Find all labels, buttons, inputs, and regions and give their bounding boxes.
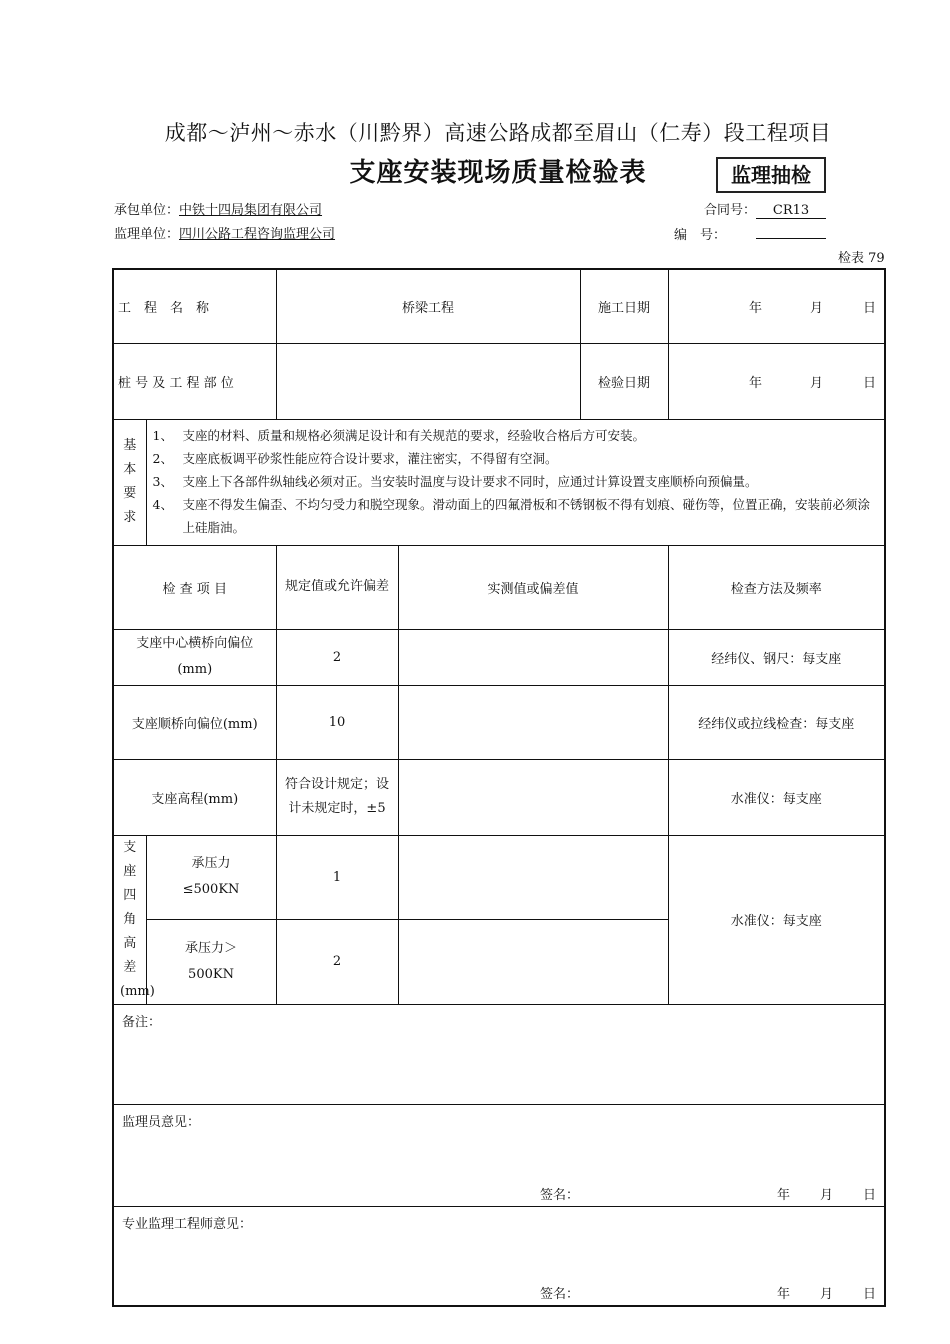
engineer-opinion-cell[interactable] (113, 1206, 885, 1306)
month-label: 月 (820, 1287, 834, 1302)
check-header-row (113, 545, 885, 629)
requirement-text: 支座底板调平砂浆性能应符合设计要求，灌注密实，不得留有空洞。 (182, 450, 558, 466)
corner-method: 水准仪：每支座 (668, 835, 885, 1004)
check-measured[interactable] (398, 629, 668, 685)
requirement-num: 3、 (152, 473, 173, 489)
corner-sub1-spec: 1 (276, 835, 398, 920)
year-label: 年 (776, 1187, 790, 1203)
construction-date-label: 施工日期 (580, 269, 668, 343)
check-item: 支座高程(mm) (113, 759, 276, 835)
year-label: 年 (776, 1287, 790, 1302)
corner-sub2-measured[interactable] (398, 920, 668, 1005)
requirement-item (153, 493, 879, 539)
year-label: 年 (748, 375, 762, 391)
check-item: 支座中心横桥向偏位(mm) (113, 629, 276, 685)
engineer-opinion-label: 专业监理工程师意见： (122, 1216, 253, 1232)
notes-cell[interactable] (113, 1004, 885, 1104)
inspection-stamp: 监理抽检 (716, 157, 826, 193)
check-method: 水准仪：每支座 (668, 759, 885, 835)
check-method: 经纬仪、钢尺：每支座 (668, 629, 885, 685)
contract-no-row (704, 199, 826, 219)
project-name-label: 工 程 名 称 (113, 269, 276, 343)
serial-no-label: 编 号： (674, 228, 727, 243)
check-row (113, 629, 885, 685)
contractor-label: 承包单位： (114, 203, 180, 218)
measured-header: 实测值或偏差值 (398, 545, 668, 629)
month-label: 月 (810, 300, 824, 316)
serial-no-row (674, 223, 826, 243)
inspection-date-label: 检验日期 (580, 343, 668, 419)
requirement-item (153, 470, 879, 493)
check-item-header: 检 查 项 目 (113, 545, 276, 629)
station-row (113, 343, 885, 419)
day-label: 日 (863, 1187, 877, 1203)
serial-no-value (756, 223, 826, 239)
day-label: 日 (863, 1287, 877, 1302)
requirement-item (153, 424, 879, 447)
signature-line (122, 1184, 877, 1203)
check-row (113, 759, 885, 835)
requirement-num: 1、 (152, 427, 173, 443)
corner-sub2-spec: 2 (276, 920, 398, 1005)
check-measured[interactable] (398, 759, 668, 835)
requirements-label (113, 419, 146, 545)
supervisor-value: 四川公路工程咨询监理公司 (179, 227, 336, 242)
project-name-value: 桥梁工程 (276, 269, 580, 343)
spec-header: 规定值或允许偏差 (276, 545, 398, 629)
signature-line (122, 1283, 877, 1302)
requirement-text: 支座的材料、质量和规格必须满足设计和有关规范的要求，经验收合格后方可安装。 (182, 427, 646, 443)
check-spec: 2 (276, 629, 398, 685)
requirements-list (146, 419, 885, 545)
month-label: 月 (820, 1187, 834, 1203)
day-label: 日 (863, 375, 877, 391)
project-title: 成都～泸州～赤水（川黔界）高速公路成都至眉山（仁寿）段工程项目 (164, 121, 832, 145)
requirements-row (113, 419, 885, 545)
engineer-opinion-row (113, 1206, 885, 1306)
construction-date-value (668, 269, 885, 343)
supervisor-label: 监理单位： (114, 227, 180, 242)
inspection-date-value (668, 343, 885, 419)
corner-sub2-item: 承压力＞500KN (146, 920, 276, 1005)
station-label: 桩 号 及 工 程 部 位 (113, 343, 276, 419)
contract-no-value: CR13 (756, 203, 826, 219)
check-row (113, 685, 885, 759)
corner-sub1-item: 承压力≤500KN (146, 835, 276, 920)
check-measured[interactable] (398, 685, 668, 759)
requirements-label-char: 要 (123, 486, 137, 501)
requirements-label-char: 基 (123, 438, 137, 453)
requirement-num: 2、 (152, 450, 173, 466)
supervisor-opinion-row (113, 1104, 885, 1206)
form-title: 支座安装现场质量检验表 (349, 158, 647, 188)
month-label: 月 (810, 375, 824, 391)
notes-row (113, 1004, 885, 1104)
sign-date (777, 1184, 876, 1203)
requirements-label-char: 求 (123, 510, 137, 525)
requirement-num: 4、 (152, 496, 173, 512)
corner-label: 支座四角高差(mm) (113, 835, 146, 1004)
sign-date (777, 1283, 876, 1302)
notes-label: 备注： (122, 1014, 162, 1030)
requirement-item (153, 447, 879, 470)
sign-label: 签名： (540, 1187, 580, 1203)
check-item: 支座顺桥向偏位(mm) (113, 685, 276, 759)
corner-row-1 (113, 835, 885, 920)
sign-label: 签名： (540, 1287, 580, 1302)
station-value (276, 343, 580, 419)
method-header: 检查方法及频率 (668, 545, 885, 629)
check-method: 经纬仪或拉线检查：每支座 (668, 685, 885, 759)
day-label: 日 (863, 300, 877, 316)
year-label: 年 (748, 300, 762, 316)
check-spec: 符合设计规定；设计未规定时，±5 (276, 759, 398, 835)
project-name-row (113, 269, 885, 343)
supervisor-opinion-label: 监理员意见： (122, 1114, 201, 1130)
requirements-label-char: 本 (123, 462, 137, 477)
check-spec: 10 (276, 685, 398, 759)
requirement-text: 支座不得发生偏歪、不均匀受力和脱空现象。滑动面上的四氟滑板和不锈钢板不得有划痕、碰伤等，位置正确，安装前必须涂上硅脂油。 (182, 496, 871, 535)
supervisor-row (114, 223, 335, 242)
requirement-text: 支座上下各部件纵轴线必须对正。当安装时温度与设计要求不同时，应通过计算设置支座顺桥向预偏量。 (182, 473, 758, 489)
corner-sub1-measured[interactable] (398, 835, 668, 920)
form-code: 检表 79 (838, 251, 885, 266)
contractor-value: 中铁十四局集团有限公司 (179, 203, 323, 218)
inspection-table (112, 268, 886, 1307)
supervisor-opinion-cell[interactable] (113, 1104, 885, 1206)
contractor-row (114, 199, 322, 218)
contract-no-label: 合同号： (704, 203, 757, 218)
